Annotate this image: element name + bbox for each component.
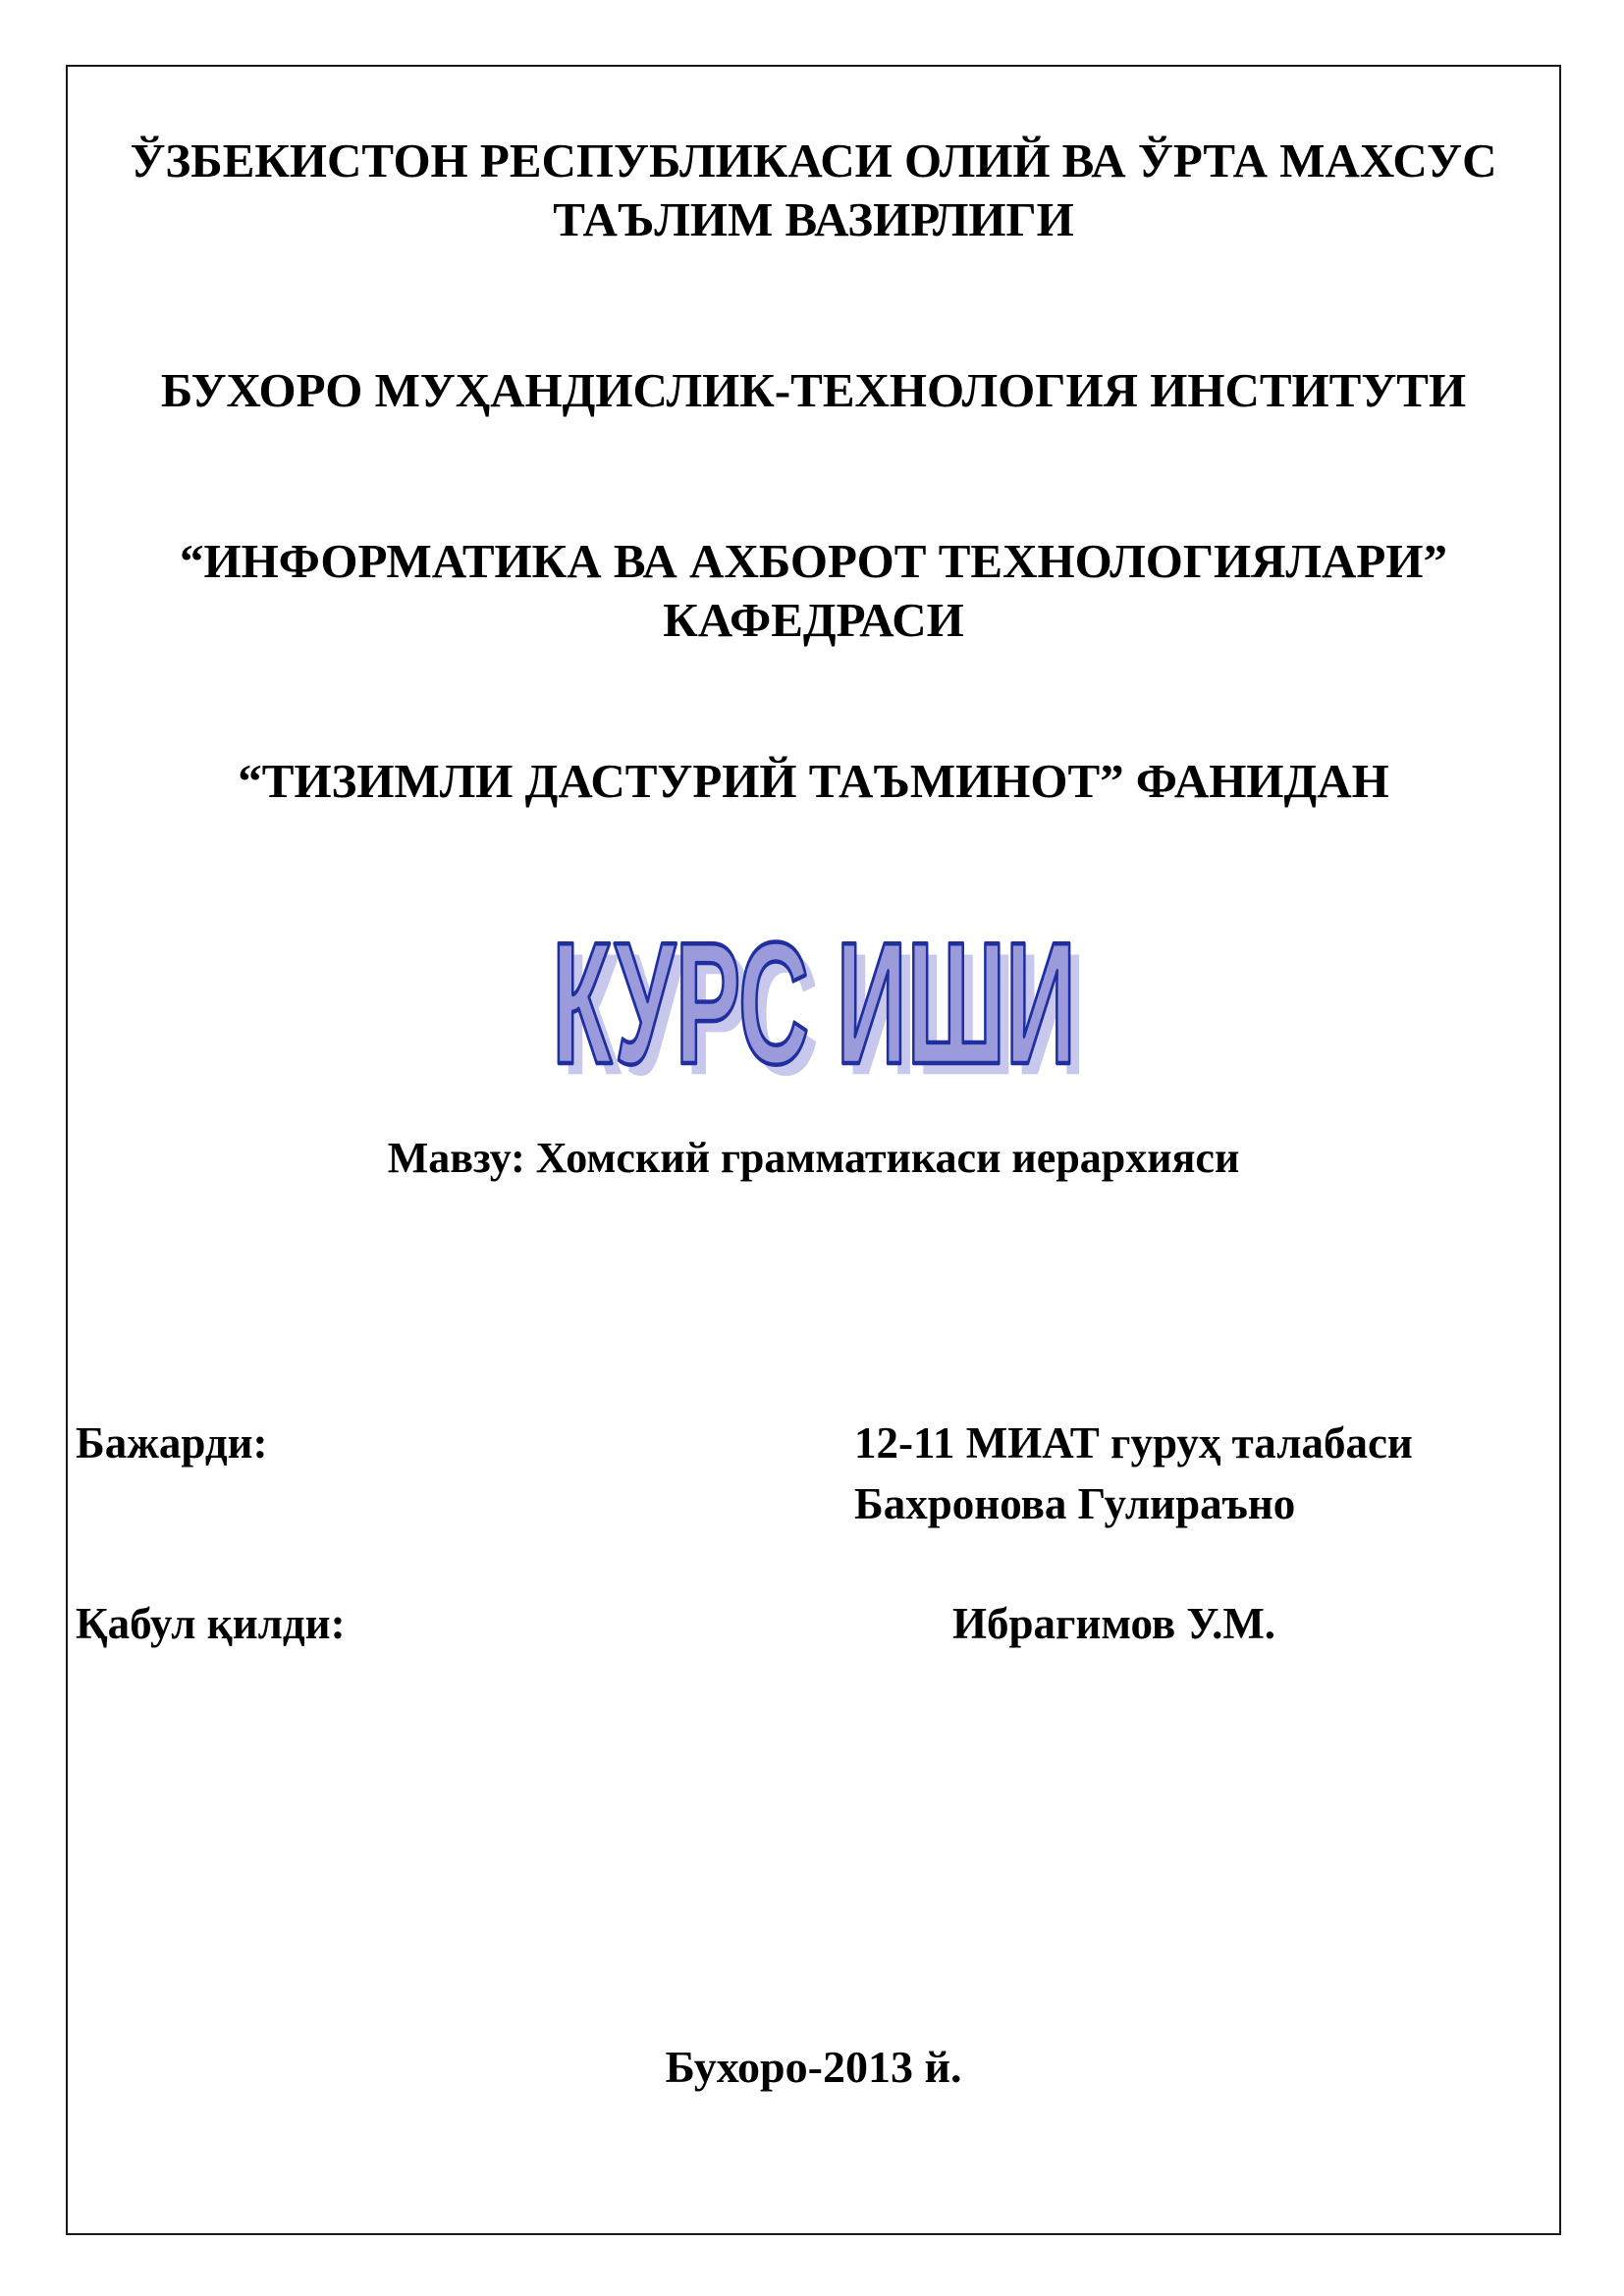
accepted-name: Ибрагимов У.М. (952, 1599, 1276, 1648)
subject-heading (66, 752, 1561, 811)
title-text: КУРС ИШИ (551, 907, 1076, 1094)
institute-name: БУХОРО МУҲАНДИСЛИК-ТЕХНОЛОГИЯ ИНСТИТУТИ (160, 363, 1467, 417)
department-heading (66, 532, 1561, 650)
ministry-heading (66, 132, 1561, 249)
institute-heading (66, 361, 1561, 420)
course-work-title (66, 907, 1561, 1098)
performed-group: 12-11 МИАТ гуруҳ талабаси (854, 1418, 1413, 1468)
city-year: Бухоро-2013 й. (665, 2042, 962, 2092)
title-shadow: КУРС ИШИ (561, 917, 1086, 1094)
performed-label: Бажарди: (76, 1418, 268, 1468)
accepted-label: Қабул қилди: (76, 1599, 346, 1648)
performed-name: Бахронова Гулираъно (854, 1479, 1296, 1528)
subject-name: “ТИЗИМЛИ ДАСТУРИЙ ТАЪМИНОТ” ФАНИДАН (238, 754, 1389, 808)
ministry-line-1: ЎЗБЕКИСТОН РЕСПУБЛИКАСИ ОЛИЙ ВА ЎРТА МАХСУС (130, 133, 1497, 187)
ministry-line-2: ТАЪЛИМ ВАЗИРЛИГИ (553, 192, 1074, 246)
topic-line: Мавзу: Хомский грамматикаси иерархияси (387, 1134, 1240, 1182)
department-line-1: “ИНФОРМАТИКА ВА АХБОРОТ ТЕХНОЛОГИЯЛАРИ” (180, 534, 1447, 588)
course-work-title-art (500, 907, 1128, 1094)
department-line-2: КАФЕДРАСИ (663, 593, 964, 647)
